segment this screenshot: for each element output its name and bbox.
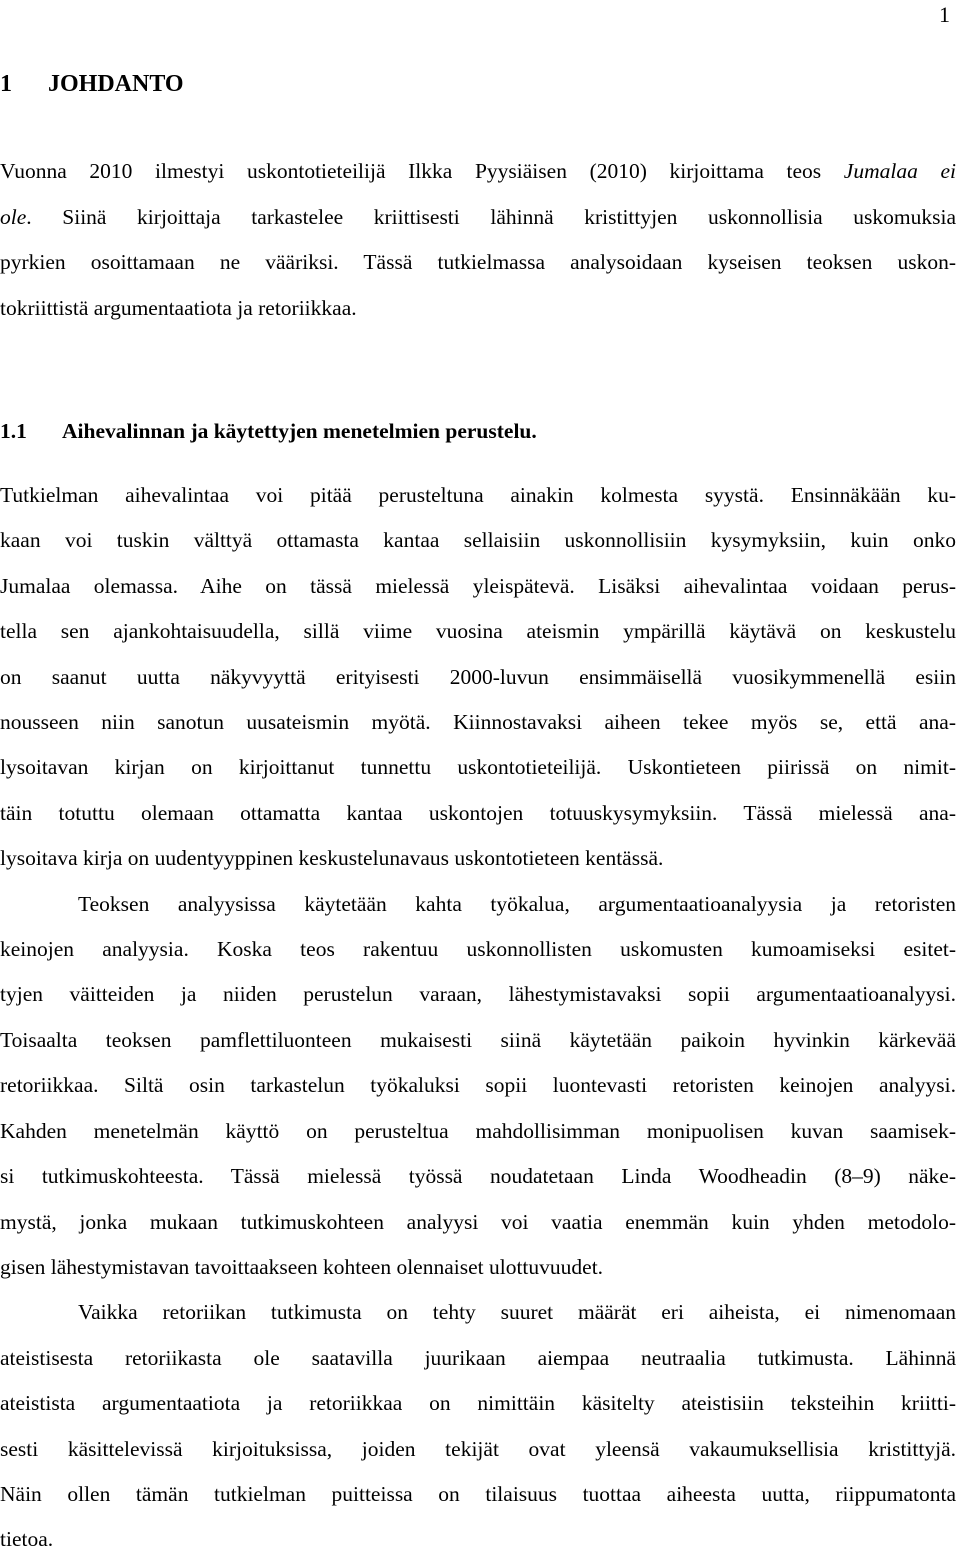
body-text [0, 473, 956, 1563]
text-line: tokriittistä argumentaatiota ja retoriikkaa. [0, 295, 357, 320]
book-title-italic: Jumalaa ei [843, 159, 956, 183]
text-line: tyjen väitteiden ja niiden perustelun varaan, lähestymistavaksi sopii argumentaatioanalyysi. [0, 982, 956, 1007]
section-heading [0, 415, 537, 447]
chapter-title: JOHDANTO [48, 71, 184, 97]
intro-paragraph [0, 149, 956, 331]
text-line: Toisaalta teoksen pamflettiluonteen mukaisesti siinä käytetään paikoin hyvinkin kärkevää [0, 1027, 956, 1052]
text-line: retoriikkaa. Siltä osin tarkastelun työkaluksi sopii luontevasti retoristen keinojen analyysi. [0, 1073, 956, 1098]
text-line: tietoa. [0, 1527, 54, 1552]
text-line: lysoitava kirja on uudentyyppinen keskustelunavaus uskontotieteen kentässä. [0, 846, 664, 871]
chapter-number: 1 [0, 71, 12, 97]
text-line: Kahden menetelmän käyttö on perusteltua mahdollisimman monipuolisen kuvan saamisek- [0, 1118, 956, 1143]
text-line: Vaikka retoriikan tutkimusta on tehty suuret määrät eri aiheista, ei nimenomaan [78, 1300, 956, 1325]
text-line: Tutkielman aihevalintaa voi pitää perusteltuna ainakin kolmesta syystä. Ensinnäkään ku- [0, 483, 956, 507]
text-line: keinojen analyysia. Koska teos rakentuu uskonnollisten uskomusten kumoamiseksi esitet- [0, 937, 956, 962]
text-line: pyrkien osoittamaan ne vääriksi. Tässä tutkielmassa analysoidaan kyseisen teoksen uskon- [0, 250, 956, 274]
text-line: täin totuttu olemaan ottamatta kantaa uskontojen totuuskysymyksiin. Tässä mielessä ana- [0, 800, 956, 825]
chapter-heading [0, 68, 184, 100]
text-line [0, 195, 956, 241]
text-line: si tutkimuskohteesta. Tässä mielessä työssä noudatetaan Linda Woodheadin (8–9) näke- [0, 1164, 956, 1189]
section-number: 1.1 [0, 419, 27, 443]
text-span: . Siinä kirjoittaja tarkastelee kriittisesti lähinnä kristittyjen uskonnollisia uskomuksia [26, 204, 956, 229]
text-line: tella sen ajankohtaisuudella, sillä viime vuosina ateismin ympärillä käytävä on keskustelu [0, 619, 956, 644]
text-line: sesti käsittelevissä kirjoituksissa, joiden tekijät ovat yleensä vakaumuksellisia kristittyjä. [0, 1436, 956, 1461]
book-title-italic: ole [0, 204, 27, 229]
text-line [0, 149, 956, 195]
text-line: Teoksen analyysissa käytetään kahta työkalua, argumentaatioanalyysia ja retoristen [78, 891, 956, 916]
text-line: ateistisesta retoriikasta ole saatavilla juurikaan aiempaa neutraalia tutkimusta. Lähinnä [0, 1345, 956, 1370]
text-line: lysoitavan kirjan on kirjoittanut tunnettu uskontotieteilijä. Uskontieteen piirissä on nimit- [0, 755, 956, 780]
text-line: gisen lähestymistavan tavoittaakseen kohteen olennaiset ulottuvuudet. [0, 1254, 604, 1279]
text-line: on saanut uutta näkyvyyttä erityisesti 2000-luvun ensimmäisellä vuosikymmenellä esiin [0, 664, 956, 689]
text-line: kaan voi tuskin välttyä ottamasta kantaa sellaisiin uskonnollisiin kysymyksiin, kuin onko [0, 528, 956, 553]
text-line: mystä, jonka mukaan tutkimuskohteen analyysi voi vaatia enemmän kuin yhden metodolo- [0, 1209, 956, 1234]
section-title: Aihevalinnan ja käytettyjen menetelmien perustelu. [62, 419, 537, 443]
text-line: nousseen niin sanotun uusateismin myötä. Kiinnostavaksi aiheen tekee myös se, että ana- [0, 710, 956, 735]
text-line: Jumalaa olemassa. Aihe on tässä mielessä yleispätevä. Lisäksi aihevalintaa voidaan perus- [0, 573, 956, 598]
text-line: Näin ollen tämän tutkielman puitteissa on tilaisuus tuottaa aiheesta uutta, riippumatonta [0, 1481, 956, 1506]
page-number: 1 [939, 2, 950, 27]
text-line: ateistista argumentaatiota ja retoriikkaa on nimittäin käsitelty ateistisiin teksteihin kriitti- [0, 1391, 956, 1416]
text-span: Vuonna 2010 ilmestyi uskontotieteilijä Ilkka Pyysiäisen (2010) kirjoittama teos [0, 159, 844, 183]
